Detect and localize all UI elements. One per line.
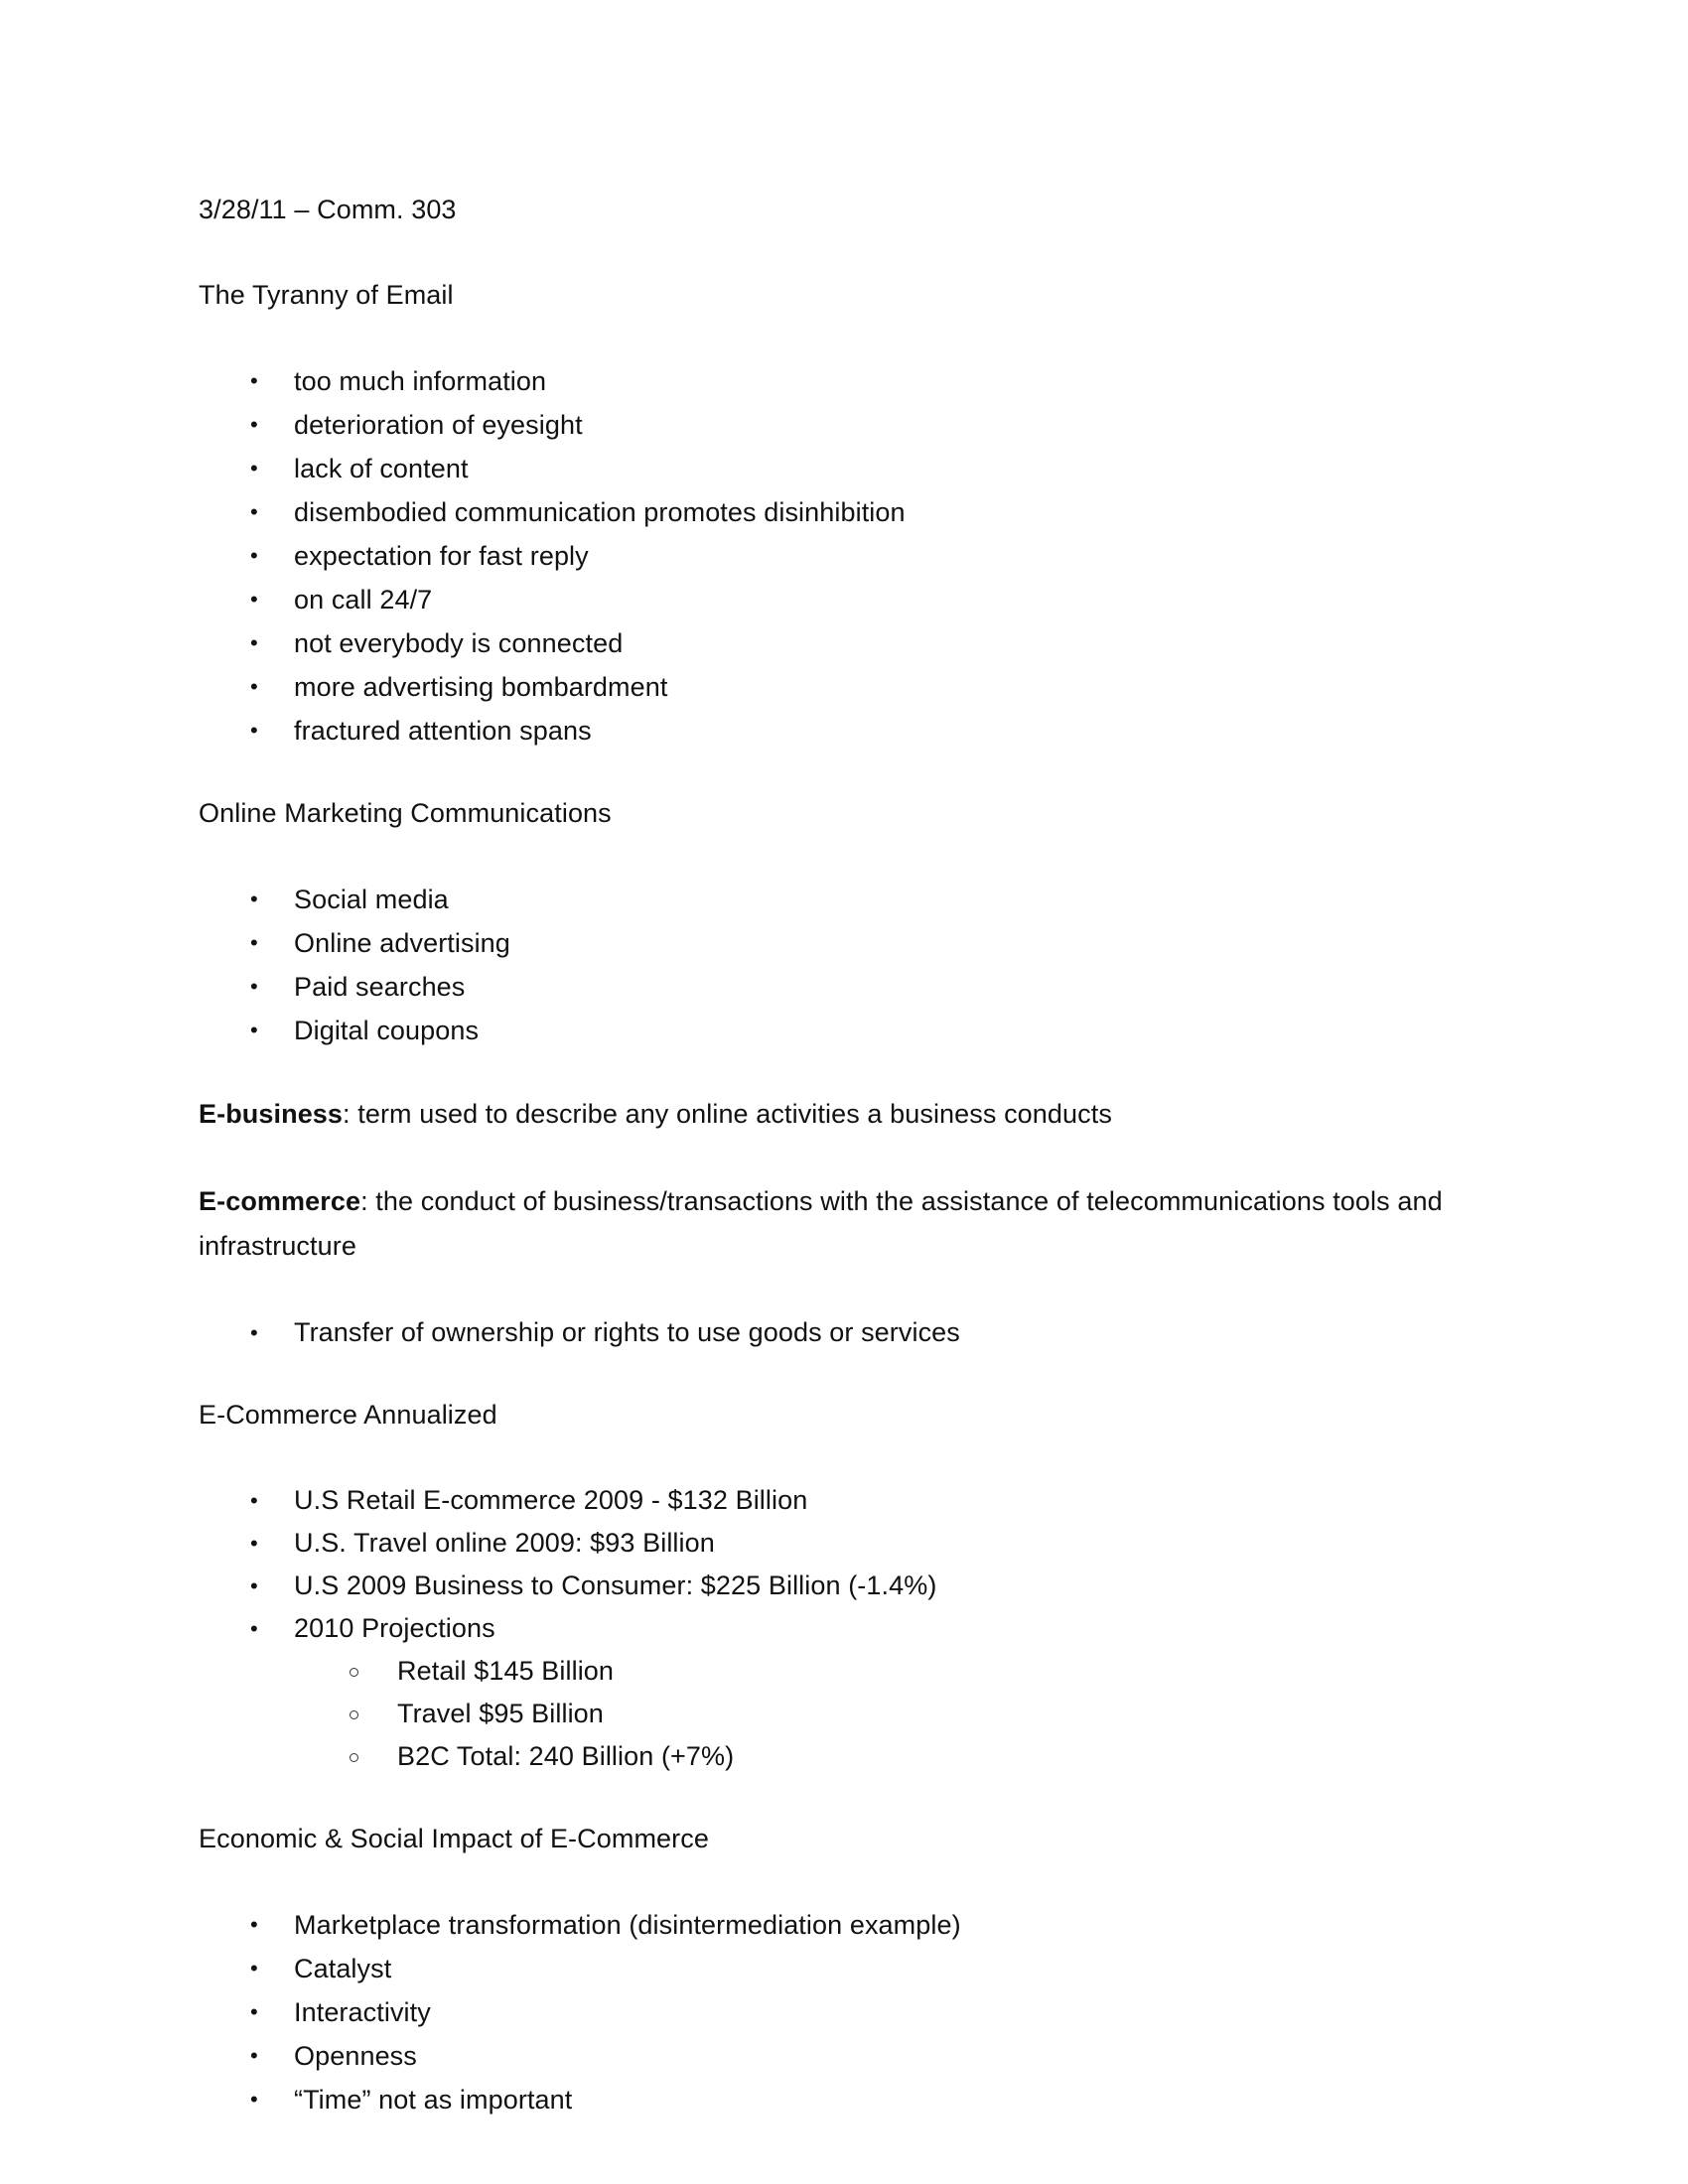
list-item [199,359,1479,403]
list-item-label: on call 24/7 [294,585,433,614]
list-item [199,1607,1479,1650]
list-item-label: expectation for fast reply [294,541,589,571]
bullet-dot-icon: • [250,2043,258,2068]
list-item-label: Retail $145 Billion [397,1656,615,1686]
bullet-dot-icon: • [250,718,258,743]
bullet-dot-icon: • [250,1488,258,1513]
bullet-circle-outline-icon [350,1668,358,1677]
list-item-label: U.S 2009 Business to Consumer: $225 Billion (-1.4%) [294,1570,937,1600]
bullet-dot-icon: • [250,974,258,999]
list-item-label: Catalyst [294,1954,392,1983]
list-item-label: Marketplace transformation (disintermediation example) [294,1910,961,1940]
list-item [199,1903,1479,1947]
list-item [199,1479,1479,1522]
list-item-label: too much information [294,366,547,396]
list-item [199,447,1479,490]
bullet-list-economic-social-impact [199,1903,1479,2121]
list-item-label: not everybody is connected [294,628,624,658]
definition-term: E-business [199,1099,344,1129]
list-item-label: Openness [294,2041,417,2071]
list-item [199,709,1479,752]
bullet-dot-icon: • [250,587,258,612]
bullet-dot-icon: • [250,456,258,480]
sub-bullet-list-2010-projections [199,1650,1479,1778]
list-item-label: U.S Retail E-commerce 2009 - $132 Billion [294,1485,808,1515]
list-item-label: Social media [294,885,449,914]
list-item [199,878,1479,921]
bullet-dot-icon: • [250,412,258,437]
list-item-label: Paid searches [294,972,466,1002]
list-item-label: disembodied communication promotes disinhibition [294,497,906,527]
definition-text: : the conduct of business/transactions with the assistance of telecommunications tools and infrastructure [199,1186,1443,1261]
bullet-dot-icon: • [250,1956,258,1980]
bullet-list-online-marketing-communications [199,878,1479,1052]
bullet-list-e-commerce-annualized [199,1479,1479,1778]
bullet-dot-icon: • [250,1616,258,1641]
bullet-dot-icon: • [250,887,258,911]
bullet-circle-outline-icon [350,1710,358,1719]
section-heading-online-marketing-communications: Online Marketing Communications [199,798,612,828]
list-item [199,1693,1479,1735]
bullet-dot-icon: • [250,368,258,393]
bullet-dot-icon: • [250,1912,258,1937]
list-item-label: deterioration of eyesight [294,410,583,440]
list-item-label: Travel $95 Billion [397,1699,604,1728]
nested-list-container [199,1650,1479,1778]
list-item-label: more advertising bombardment [294,672,668,702]
list-item-label: lack of content [294,454,469,483]
list-item [199,578,1479,621]
list-item [199,2078,1479,2121]
bullet-dot-icon: • [250,630,258,655]
bullet-dot-icon: • [250,1573,258,1598]
list-item [199,1522,1479,1565]
list-item-label: Online advertising [294,928,510,958]
bullet-list-tyranny-of-email [199,359,1479,752]
list-item [199,1947,1479,1990]
list-item [199,1990,1479,2034]
list-item [199,1735,1479,1778]
list-item [199,534,1479,578]
list-item [199,965,1479,1009]
list-item-label: fractured attention spans [294,716,592,746]
list-item-label: Interactivity [294,1997,431,2027]
bullet-dot-icon: • [250,1999,258,2024]
bullet-dot-icon: • [250,1531,258,1556]
list-item [199,621,1479,665]
definition-e-commerce [199,1179,1479,1269]
bullet-dot-icon: • [250,674,258,699]
list-item-label: “Time” not as important [294,2085,573,2115]
list-item [199,403,1479,447]
definition-term: E-commerce [199,1186,361,1216]
bullet-dot-icon: • [250,930,258,955]
list-item [199,665,1479,709]
definition-e-business [199,1092,1479,1137]
bullet-dot-icon: • [250,1320,258,1345]
list-item-label: Digital coupons [294,1016,480,1045]
list-item [199,1009,1479,1052]
section-heading-economic-social-impact: Economic & Social Impact of E-Commerce [199,1824,709,1853]
list-item [199,1311,1479,1354]
section-heading-tyranny-of-email: The Tyranny of Email [199,280,454,310]
bullet-list-e-commerce-transfer [199,1311,1479,1354]
section-heading-e-commerce-annualized: E-Commerce Annualized [199,1400,497,1430]
list-item [199,1565,1479,1607]
definition-text: : term used to describe any online activities a business conducts [343,1099,1112,1129]
list-item-label: 2010 Projections [294,1613,495,1643]
list-item-label: B2C Total: 240 Billion (+7%) [397,1741,735,1771]
list-item [199,2034,1479,2078]
bullet-dot-icon: • [250,543,258,568]
document-body [199,189,1479,2121]
bullet-dot-icon: • [250,499,258,524]
list-item [199,490,1479,534]
list-item [199,1650,1479,1693]
bullet-dot-icon: • [250,2087,258,2112]
bullet-dot-icon: • [250,1018,258,1042]
list-item-label: U.S. Travel online 2009: $93 Billion [294,1528,715,1558]
list-item [199,921,1479,965]
list-item-label: Transfer of ownership or rights to use goods or services [294,1317,960,1347]
document-header-line: 3/28/11 – Comm. 303 [199,195,457,224]
bullet-circle-outline-icon [350,1753,358,1762]
